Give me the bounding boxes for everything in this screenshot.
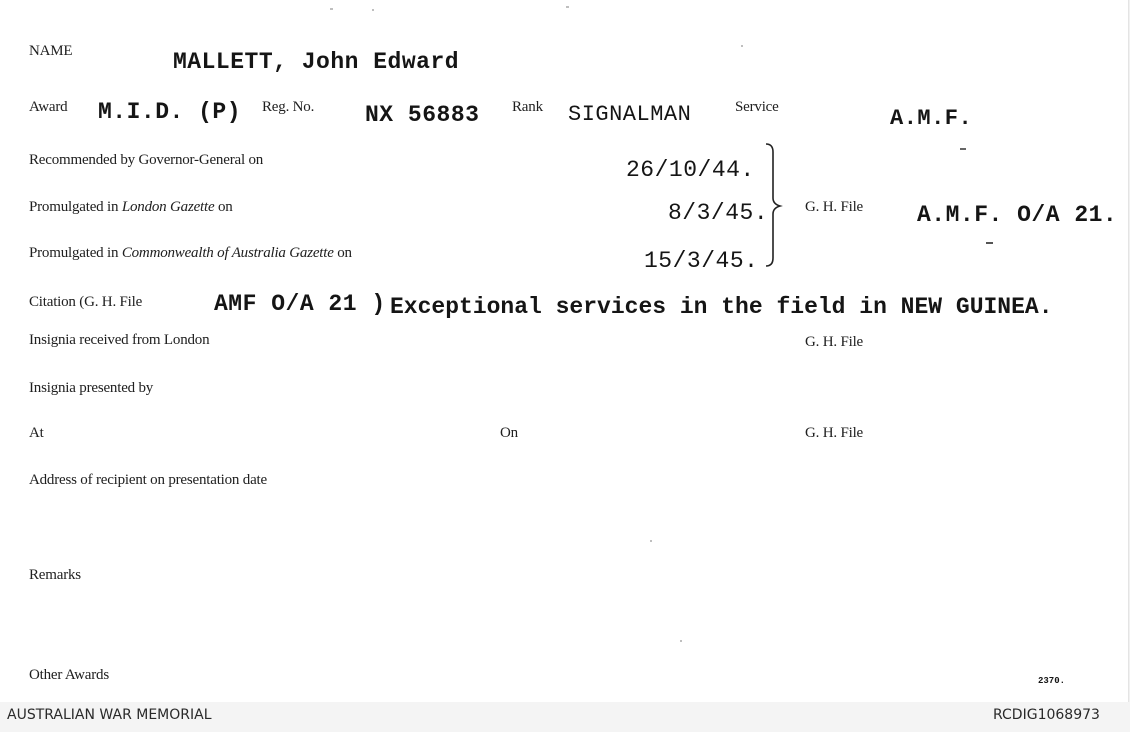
insignia-received-label: Insignia received from London	[29, 332, 210, 348]
london-gazette-date: 8/3/45.	[668, 200, 769, 226]
on-label: On	[500, 425, 518, 441]
name-label: NAME	[29, 43, 73, 59]
london-pre: Promulgated in	[29, 199, 122, 215]
footer-source: AUSTRALIAN WAR MEMORIAL	[7, 707, 212, 723]
commonwealth-post: on	[333, 245, 352, 261]
award-label: Award	[29, 99, 68, 115]
card-code: 2370.	[1038, 676, 1066, 686]
presentation-gh-file-label: G. H. File	[805, 425, 864, 441]
commonwealth-gazette-name: Commonwealth of Australia Gazette	[121, 245, 334, 261]
address-label: Address of recipient on presentation date	[29, 472, 267, 488]
footer-id: RCDIG1068973	[993, 707, 1100, 723]
citation-file: AMF O/A 21 )	[214, 291, 386, 317]
footer-bar	[0, 702, 1130, 732]
recommended-label: Recommended by Governor-General on	[29, 152, 264, 168]
service-label: Service	[735, 99, 779, 115]
award-value: M.I.D. (P)	[98, 99, 242, 125]
london-post: on	[214, 199, 233, 215]
gh-file-value: A.M.F. O/A 21.	[917, 202, 1118, 228]
recommended-date: 26/10/44.	[626, 157, 755, 183]
service-value: A.M.F.	[890, 106, 973, 131]
scan-speck	[330, 8, 333, 10]
commonwealth-gazette-label	[29, 245, 352, 262]
scan-speck	[960, 148, 966, 150]
scan-speck	[650, 540, 652, 542]
citation-text: Exceptional services in the field in NEW GUINEA.	[390, 294, 1053, 320]
insignia-gh-file-label: G. H. File	[805, 334, 864, 350]
remarks-label: Remarks	[29, 567, 81, 583]
reg-no-value: NX 56883	[365, 102, 480, 128]
rank-label: Rank	[512, 99, 543, 115]
recipient-name: MALLETT, John Edward	[173, 49, 460, 75]
scan-speck	[566, 6, 569, 8]
scan-speck	[372, 9, 374, 11]
citation-label: Citation (G. H. File	[29, 294, 143, 310]
scan-speck	[986, 242, 993, 244]
london-gazette-label	[29, 199, 233, 216]
rank-value: SIGNALMAN	[568, 102, 692, 127]
other-awards-label: Other Awards	[29, 667, 109, 683]
scan-speck	[741, 45, 743, 47]
commonwealth-gazette-date: 15/3/45.	[644, 248, 759, 274]
commonwealth-pre: Promulgated in	[29, 245, 122, 261]
reg-no-label: Reg. No.	[262, 99, 315, 115]
gh-file-label: G. H. File	[805, 199, 864, 215]
insignia-presented-label: Insignia presented by	[29, 380, 154, 396]
brace	[764, 140, 788, 270]
london-gazette-name: London Gazette	[121, 199, 215, 215]
scan-speck	[680, 640, 682, 642]
at-label: At	[29, 425, 44, 441]
